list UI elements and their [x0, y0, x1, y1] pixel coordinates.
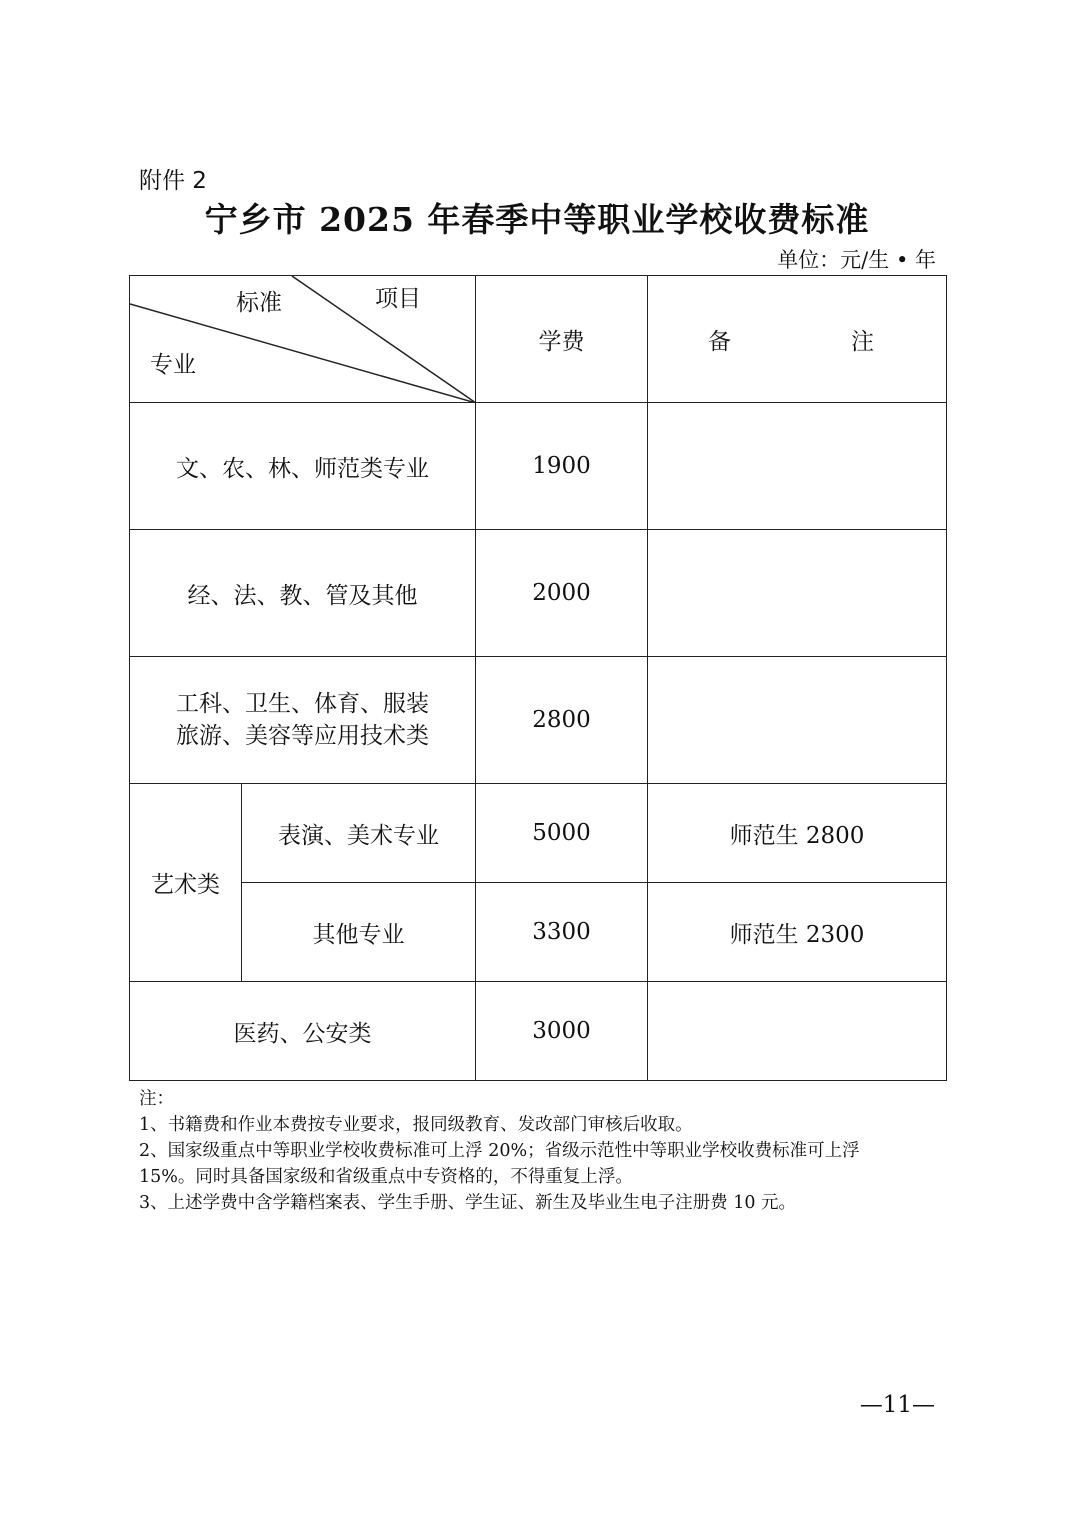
page-number: —11— — [859, 1392, 935, 1418]
table-row — [130, 883, 947, 982]
fee-table — [129, 275, 947, 1081]
table-row — [130, 403, 947, 530]
notes-section — [139, 1086, 939, 1216]
header-tuition: 学费 — [476, 276, 648, 403]
remark-cell — [648, 530, 947, 657]
table-row — [130, 657, 947, 784]
note-item: 3、上述学费中含学籍档案表、学生手册、学生证、新生及毕业生电子注册费 10 元。 — [139, 1193, 797, 1213]
notes-label: 注： — [139, 1089, 174, 1109]
note-item: 2、国家级重点中等职业学校收费标准可上浮 20%；省级示范性中等职业学校收费标准可上浮 — [139, 1141, 860, 1161]
remark-cell — [648, 982, 947, 1081]
attachment-label: 附件 2 — [139, 168, 207, 194]
major-cell: 文、农、林、师范类专业 — [130, 403, 476, 530]
table-row — [130, 982, 947, 1081]
major-cell: 表演、美术专业 — [242, 784, 476, 883]
header-remark — [648, 276, 947, 403]
note-item: 15%。同时具备国家级和省级重点中专资格的，不得重复上浮。 — [139, 1167, 633, 1187]
diagonal-header-cell — [130, 276, 476, 403]
page-title: 宁乡市 2025 年春季中等职业学校收费标准 — [204, 200, 870, 239]
table-header-row — [130, 276, 947, 403]
major-line-1: 工科、卫生、体育、服装 — [176, 691, 429, 717]
tuition-cell: 3300 — [476, 883, 648, 982]
remark-cell — [648, 403, 947, 530]
tuition-cell: 3000 — [476, 982, 648, 1081]
tuition-cell: 2000 — [476, 530, 648, 657]
fee-table-container — [129, 275, 946, 1084]
header-remark-left: 备 — [708, 328, 731, 355]
unit-label: 单位：元/生 • 年 — [777, 248, 936, 272]
diagonal-lines — [130, 276, 476, 403]
major-line-2: 旅游、美容等应用技术类 — [176, 723, 429, 749]
table-row — [130, 530, 947, 657]
art-category-cell: 艺术类 — [130, 784, 242, 982]
remark-cell — [648, 657, 947, 784]
remark-cell: 师范生 2300 — [648, 883, 947, 982]
table-row — [130, 784, 947, 883]
header-major-label: 专业 — [150, 352, 196, 378]
major-cell — [130, 657, 476, 784]
major-cell: 其他专业 — [242, 883, 476, 982]
tuition-cell: 5000 — [476, 784, 648, 883]
note-item: 1、书籍费和作业本费按专业要求，报同级教育、发改部门审核后收取。 — [139, 1115, 693, 1135]
tuition-cell: 1900 — [476, 403, 648, 530]
header-item-label: 项目 — [375, 286, 421, 312]
remark-cell: 师范生 2800 — [648, 784, 947, 883]
major-cell: 医药、公安类 — [130, 982, 476, 1081]
major-cell: 经、法、教、管及其他 — [130, 530, 476, 657]
tuition-cell: 2800 — [476, 657, 648, 784]
header-remark-right: 注 — [851, 328, 874, 355]
header-standard-label: 标准 — [236, 290, 282, 316]
